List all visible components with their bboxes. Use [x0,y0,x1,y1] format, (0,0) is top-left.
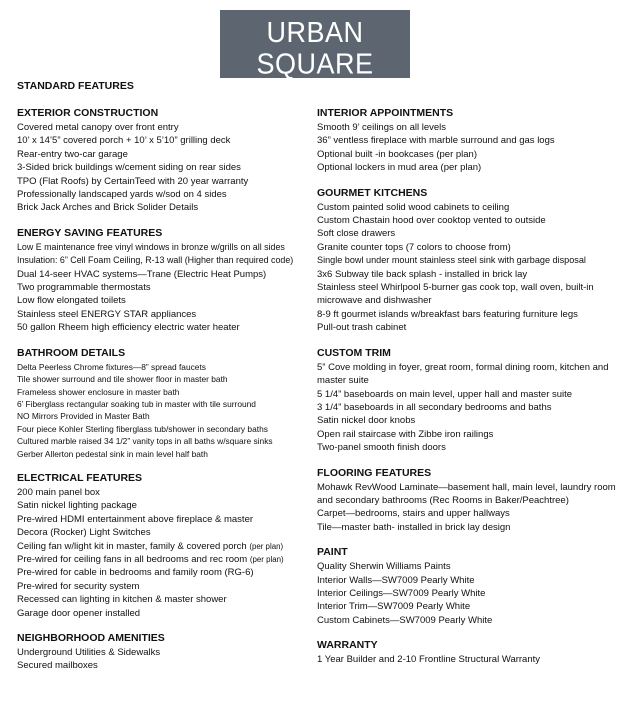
feature-item: Pull-out trash cabinet [317,322,407,334]
feature-item: Brick Jack Arches and Brick Solider Details [17,202,199,214]
section-gourmet-kitchens [317,186,622,335]
feature-item: Two programmable thermostats [17,282,151,294]
feature-item: 1 Year Builder and 2-10 Frontline Structural Warranty [317,654,541,666]
feature-item: Underground Utilities & Sidewalks [17,647,161,658]
feature-item: Recessed can lighting in kitchen & master shower [17,594,227,606]
feature-item: Interior Trim—SW7009 Pearly White [317,601,471,613]
feature-item: 3-Sided brick buildings w/cement siding on rear sides [17,162,241,174]
feature-item: Interior Ceilings—SW7009 Pearly White [317,587,486,599]
section-heading: CUSTOM TRIM [317,346,391,359]
logo-rule-left [232,88,253,89]
feature-item: NO Mirrors Provided in Master Bath [17,411,150,422]
feature-item: Gerber Allerton pedestal sink in main level half bath [17,448,208,459]
feature-item: Pre-wired for cable in bedrooms and family room (RG-6) [17,567,254,579]
section-heading: INTERIOR APPOINTMENTS [317,107,454,119]
feature-item: Covered metal canopy over front entry [17,122,179,133]
section-heading: ENERGY SAVING FEATURES [17,226,163,239]
feature-item: Decora (Rocker) Light Switches [17,527,151,539]
feature-item: Insulation: 6” Cell Foam Ceiling, R-13 wall (Higher than required code) [17,255,294,266]
section-heading: BATHROOM DETAILS [17,346,126,359]
feature-item: Satin nickel door knobs [317,415,416,427]
feature-item: Stainless steel ENERGY STAR appliances [17,308,197,320]
urban-square-logo [220,10,410,94]
feature-item: 3x6 Subway tile back splash - installed in brick lay [317,268,528,280]
feature-item: Optional built -in bookcases (per plan) [317,148,478,160]
feature-item: Four piece Kohler Sterling fiberglass tub/shower in secondary baths [17,423,268,434]
feature-item: 3 1/4” baseboards in all secondary bedrooms and baths [317,401,552,413]
logo-subtitle: AT SOUTH LAWN [257,82,373,94]
feature-item: Frameless shower enclosure in master bath [17,386,180,397]
section-paint [317,545,622,627]
feature-item: Dual 14-seer HVAC systems—Trane (Electric Heat Pumps) [17,268,267,280]
feature-item: 6’ Fiberglass rectangular soaking tub in master with tile surround [17,398,256,409]
feature-item: 8-9 ft gourmet islands w/breakfast bars featuring furniture legs [317,308,578,320]
section-warranty [317,638,622,666]
section-heading: FLOORING FEATURES [317,466,432,479]
feature-item: Single bowl under mount stainless steel sink with garbage disposal [317,255,586,266]
feature-item: Low E maintenance free vinyl windows in bronze w/grills on all sides [17,241,285,252]
feature-item: Optional lockers in mud area (per plan) [317,162,482,174]
feature-item: 10’ x 14’5” covered porch + 10’ x 5’10” grilling deck [17,135,231,147]
section-heading: NEIGHBORHOOD AMENITIES [17,632,165,644]
section-heading: ELECTRICAL FEATURES [17,471,143,484]
section-exterior-construction [17,106,317,215]
feature-item: Delta Peerless Chrome fixtures—8” spread faucets [17,361,206,372]
feature-note: (per plan) [249,541,284,551]
feature-item: Satin nickel lighting package [17,500,137,512]
section-flooring-features [317,466,622,535]
feature-item: Pre-wired for security system [17,580,140,592]
section-bathroom-details [17,346,317,460]
feature-item: Professionally landscaped yards w/sod on 4 sides [17,189,227,201]
feature-item: Mohawk RevWood Laminate—basement hall, main level, laundry room and secondary bathrooms (Rec Rooms in Baker/Peachtree) [317,481,616,506]
feature-item: Stainless steel Whirlpool 5-burner gas cook top, wall oven, built-in microwave and dishwasher [317,282,594,307]
feature-item: 36” ventless fireplace with marble surround and gas logs [317,135,555,147]
feature-item: Two-panel smooth finish doors [317,442,446,454]
feature-item: Granite counter tops (7 colors to choose from) [317,241,511,253]
section-heading: WARRANTY [317,639,378,652]
feature-item: Tile shower surround and tile shower floor in master bath [17,374,228,385]
logo-title: URBAN SQUARE [256,16,374,80]
section-custom-trim [317,346,622,455]
right-column [317,106,622,678]
logo-subtitle-bar [232,81,398,95]
feature-item: Smooth 9’ ceilings on all levels [317,122,447,133]
feature-item: TPO (Flat Roofs) by CertainTeed with 20 year warranty [17,175,249,187]
section-heading: PAINT [317,546,348,559]
feature-item: Secured mailboxes [17,660,98,672]
feature-item: Rear-entry two-car garage [17,148,128,160]
logo-rule-right [377,88,398,89]
feature-item: Custom Chastain hood over cooktop vented to outside [317,215,546,227]
feature-item-with-note [17,553,317,566]
page-title: STANDARD FEATURES [17,80,134,92]
feature-item: Cultured marble raised 34 1/2” vanity tops in all baths w/square sinks [17,436,273,447]
section-interior-appointments [317,106,622,175]
section-heading: GOURMET KITCHENS [317,186,428,199]
feature-item: Soft close drawers [317,228,396,240]
left-column [17,106,317,684]
section-neighborhood-amenities [17,631,317,673]
feature-item: 5 1/4” baseboards on main level, upper hall and master suite [317,388,573,400]
feature-item: Custom painted solid wood cabinets to ceiling [317,201,510,213]
feature-text: Pre-wired for ceiling fans in all bedrooms and rec room [17,553,248,565]
section-energy-saving [17,226,317,335]
feature-item: 50 gallon Rheem high efficiency electric water heater [17,322,240,334]
feature-item: Quality Sherwin Williams Paints [317,561,451,573]
feature-item: Carpet—bedrooms, stairs and upper hallways [317,508,510,520]
feature-item: Custom Cabinets—SW7009 Pearly White [317,614,493,626]
feature-item: 200 main panel box [17,486,100,498]
feature-item: Tile—master bath- installed in brick lay design [317,521,511,533]
feature-item: Pre-wired HDMI entertainment above fireplace & master [17,513,254,525]
feature-item: Garage door opener installed [17,607,141,619]
feature-item: Interior Walls—SW7009 Pearly White [317,574,475,586]
feature-item: Low flow elongated toilets [17,295,126,307]
feature-text: Ceiling fan w/light kit in master, family & covered porch [17,540,247,552]
section-heading: EXTERIOR CONSTRUCTION [17,107,159,119]
feature-note: (per plan) [249,554,284,564]
section-electrical-features [17,471,317,620]
feature-item-with-note [17,540,317,553]
feature-item: 5” Cove molding in foyer, great room, formal dining room, kitchen and master suite [317,361,609,387]
feature-item: Open rail staircase with Zibbe iron railings [317,428,494,440]
